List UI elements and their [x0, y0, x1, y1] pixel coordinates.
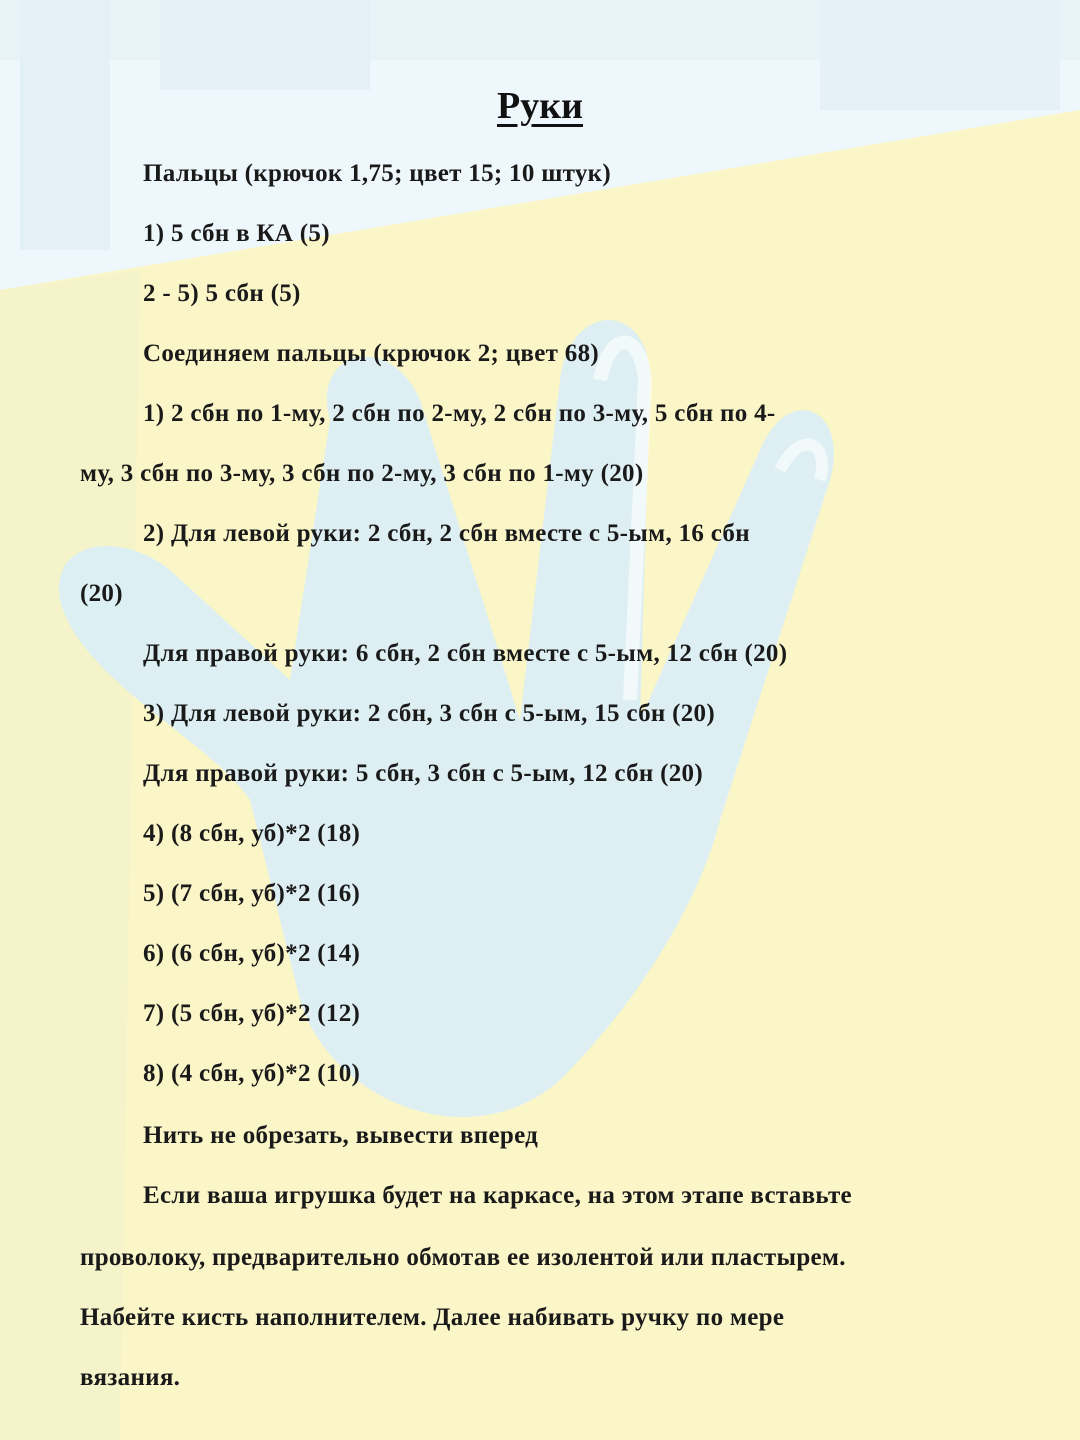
page-title: Руки [496, 85, 583, 127]
fingers-heading: Пальцы (крючок 1,75; цвет 15; 10 штук) [143, 160, 611, 187]
step-line-continued: (20) [80, 580, 123, 607]
step-line: 2) Для левой руки: 2 сбн, 2 сбн вместе с 5-ым, 16 сбн [143, 520, 750, 547]
note-line: Набейте кисть наполнителем. Далее набивать ручку по мере [80, 1304, 785, 1331]
step-line: 2 - 5) 5 сбн (5) [143, 280, 301, 307]
step-line-continued: му, 3 сбн по 3-му, 3 сбн по 2-му, 3 сбн по 1-му (20) [80, 460, 644, 487]
step-line: 6) (6 сбн, уб)*2 (14) [143, 940, 361, 967]
note-line: проволоку, предварительно обмотав ее изолентой или пластырем. [80, 1244, 846, 1271]
step-line: Для правой руки: 6 сбн, 2 сбн вместе с 5-ым, 12 сбн (20) [143, 640, 788, 667]
step-line: 3) Для левой руки: 2 сбн, 3 сбн с 5-ым, 15 сбн (20) [143, 700, 715, 727]
step-line: 8) (4 сбн, уб)*2 (10) [143, 1060, 361, 1087]
join-fingers-heading: Соединяем пальцы (крючок 2; цвет 68) [143, 340, 599, 367]
step-line: 4) (8 сбн, уб)*2 (18) [143, 820, 361, 847]
note-line: Если ваша игрушка будет на каркасе, на этом этапе вставьте [143, 1182, 852, 1209]
step-line: 5) (7 сбн, уб)*2 (16) [143, 880, 361, 907]
note-line: Нить не обрезать, вывести вперед [143, 1122, 539, 1149]
step-line: 1) 2 сбн по 1-му, 2 сбн по 2-му, 2 сбн по 3-му, 5 сбн по 4- [143, 400, 776, 427]
step-line: 7) (5 сбн, уб)*2 (12) [143, 1000, 361, 1027]
note-line: вязания. [80, 1364, 181, 1391]
step-line: Для правой руки: 5 сбн, 3 сбн с 5-ым, 12 сбн (20) [143, 760, 703, 787]
step-line: 1) 5 сбн в КА (5) [143, 220, 330, 247]
